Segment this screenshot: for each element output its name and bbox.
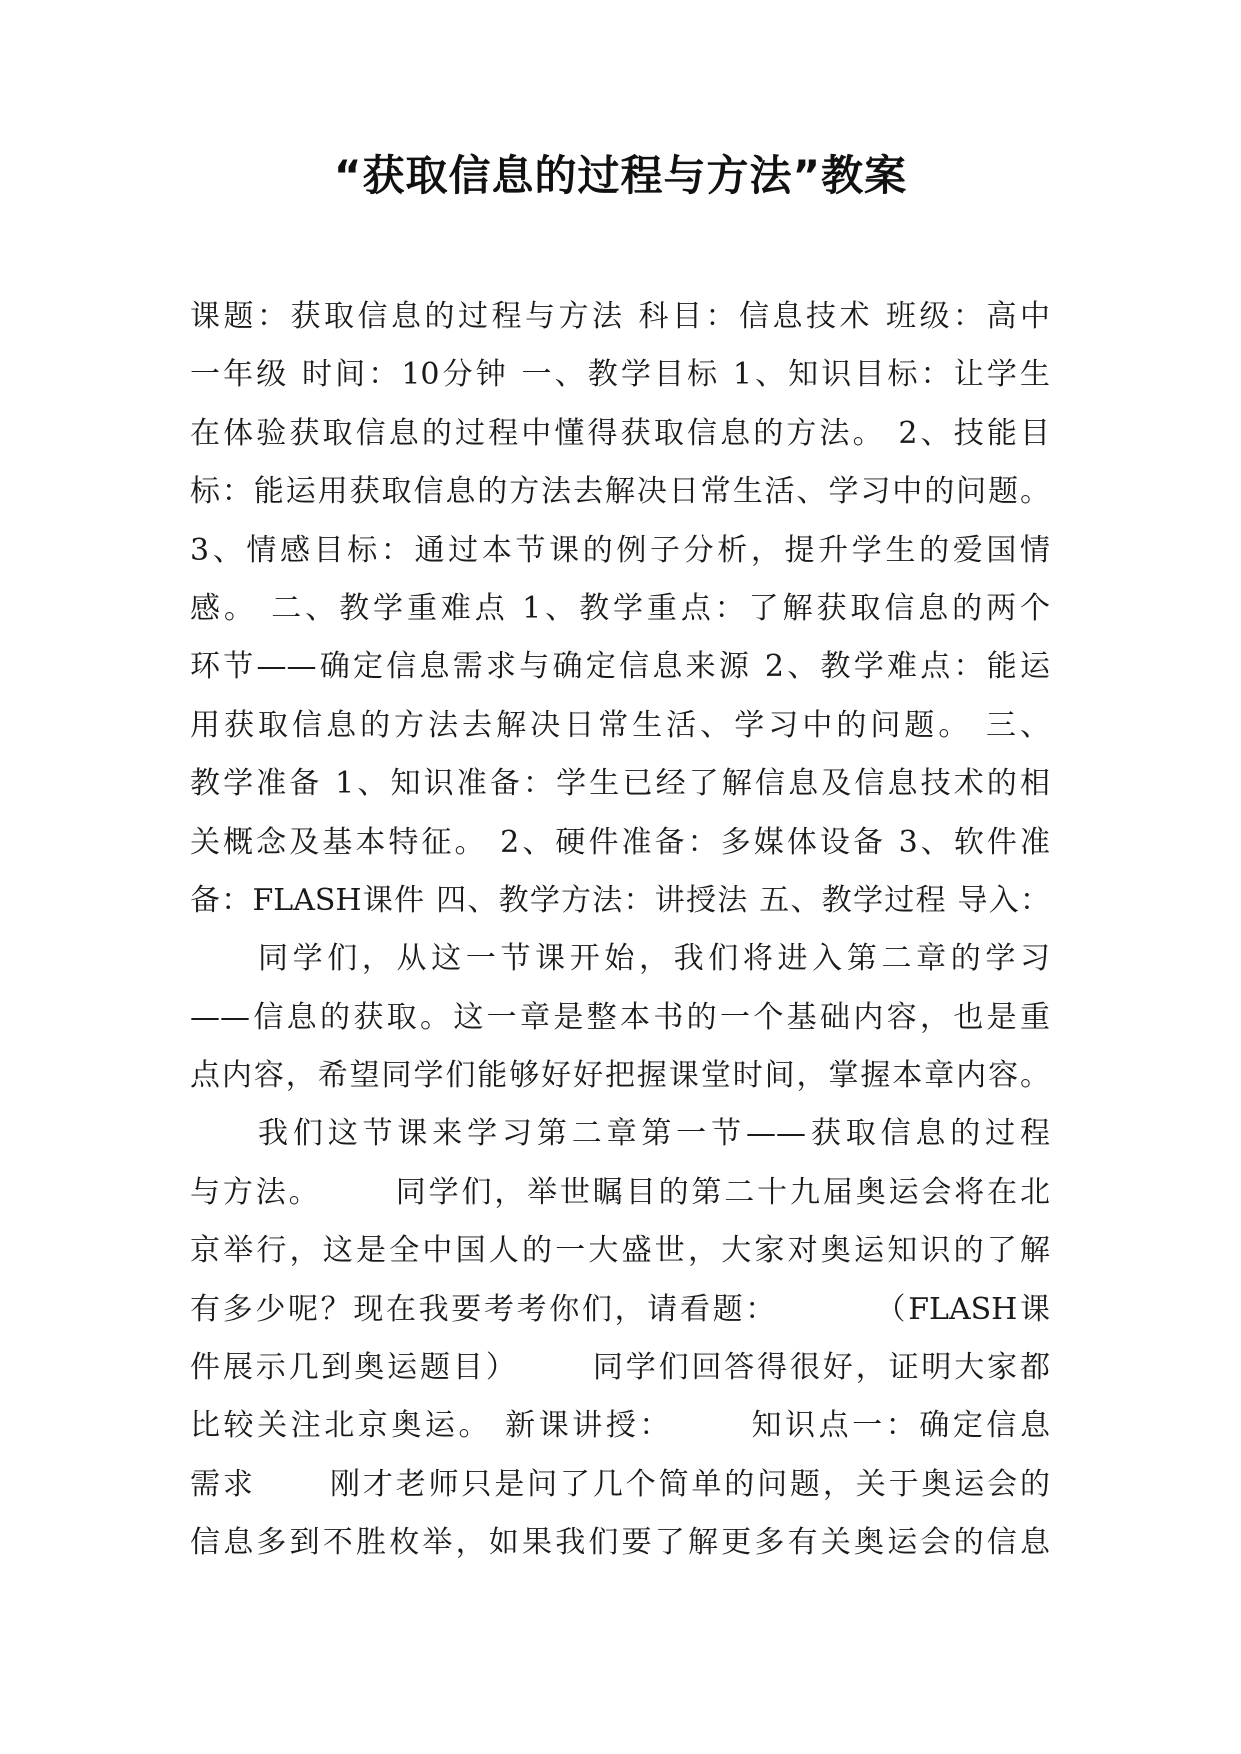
body-line: 需求 刚才老师只是问了几个简单的问题，关于奥运会的 <box>190 1466 1050 1502</box>
body-line: 有多少呢？现在我要考考你们，请看题： （FLASH课 <box>190 1291 1050 1327</box>
body-line: 信息多到不胜枚举，如果我们要了解更多有关奥运会的信息 <box>190 1525 1050 1561</box>
body-line: 比较关注北京奥运。 新课讲授： 知识点一：确定信息 <box>190 1408 1050 1444</box>
body-line: 环节——确定信息需求与确定信息来源 2、教学难点：能运 <box>190 649 1050 685</box>
body-line: 用获取信息的方法去解决日常生活、学习中的问题。 三、 <box>190 707 1050 743</box>
body-line: 教学准备 1、知识准备：学生已经了解信息及信息技术的相 <box>190 766 1050 802</box>
body-line: 与方法。 同学们，举世瞩目的第二十九届奥运会将在北 <box>190 1174 1050 1210</box>
body-line: ——信息的获取。这一章是整本书的一个基础内容，也是重 <box>190 999 1050 1035</box>
body-line: 件展示几到奥运题目） 同学们回答得很好，证明大家都 <box>190 1350 1050 1386</box>
body-line: 点内容，希望同学们能够好好把握课堂时间，掌握本章内容。 <box>190 1058 1050 1094</box>
body-line: 同学们，从这一节课开始，我们将进入第二章的学习 <box>258 941 1050 977</box>
body-line: 课题：获取信息的过程与方法 科目：信息技术 班级：高中 <box>190 299 1050 334</box>
body-line: 我们这节课来学习第二章第一节——获取信息的过程 <box>258 1116 1050 1152</box>
body-line: 在体验获取信息的过程中懂得获取信息的方法。 2、技能目 <box>190 415 1050 451</box>
body-line: 标：能运用获取信息的方法去解决日常生活、学习中的问题。 <box>190 474 1050 510</box>
document-title: “获取信息的过程与方法”教案 <box>333 151 908 200</box>
body-line: 感。 二、教学重难点 1、教学重点：了解获取信息的两个 <box>190 590 1050 626</box>
body-line: 京举行，这是全中国人的一大盛世，大家对奥运知识的了解 <box>190 1233 1050 1269</box>
body-line: 一年级 时间：10分钟 一、教学目标 1、知识目标：让学生 <box>190 357 1050 393</box>
document-body <box>190 288 1050 1573</box>
body-line: 3、情感目标：通过本节课的例子分析，提升学生的爱国情 <box>190 532 1050 568</box>
body-line: 备：FLASH课件 四、教学方法：讲授法 五、教学过程 导入： <box>190 882 1050 918</box>
body-line: 关概念及基本特征。 2、硬件准备：多媒体设备 3、软件准 <box>190 824 1050 860</box>
